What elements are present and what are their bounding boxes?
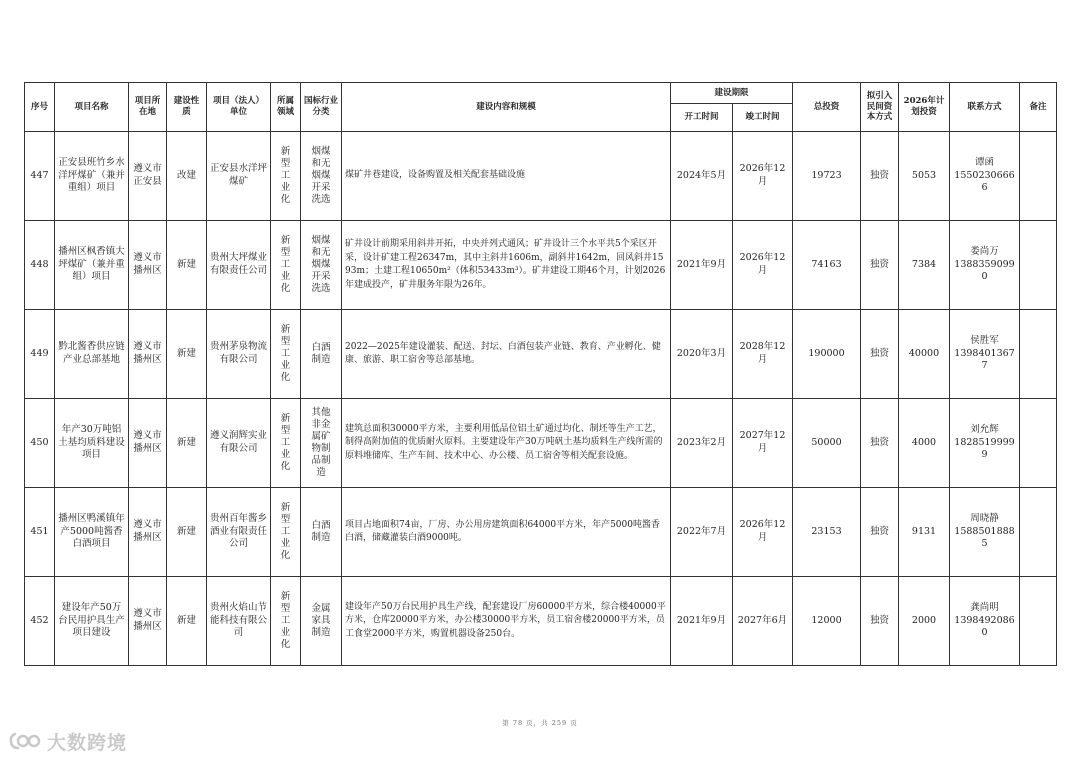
cell-end: 2028年12月 <box>733 310 793 399</box>
cell-capital: 独资 <box>861 310 899 399</box>
cell-contact <box>950 488 1020 577</box>
cell-name: 正安县班竹乡水洋坪煤矿（兼并重组）项目 <box>55 132 129 221</box>
cell-industry: 烟煤和无烟煤开采洗选 <box>301 132 342 221</box>
cell-unit: 贵州大坪煤业有限责任公司 <box>207 221 271 310</box>
cell-no: 452 <box>25 577 55 666</box>
page-footer: 第 78 页，共 259 页 <box>502 719 578 727</box>
cell-plan: 2000 <box>899 577 950 666</box>
header-capital: 拟引入民间资本方式 <box>861 83 899 132</box>
cell-name: 建设年产50万台民用护具生产项目建设 <box>55 577 129 666</box>
cell-capital: 独资 <box>861 488 899 577</box>
cell-nature: 新建 <box>167 221 207 310</box>
cell-nature: 改建 <box>167 132 207 221</box>
cell-unit: 正安县水洋坪煤矿 <box>207 132 271 221</box>
cell-location: 遵义市播州区 <box>129 577 167 666</box>
contact-phone: 18285199999 <box>954 436 1015 461</box>
cell-start: 2021年9月 <box>671 221 733 310</box>
cell-field: 新型工业化 <box>271 132 301 221</box>
cell-contact <box>950 132 1020 221</box>
cell-total: 23153 <box>793 488 861 577</box>
cell-no: 448 <box>25 221 55 310</box>
cell-start: 2020年3月 <box>671 310 733 399</box>
cell-contact <box>950 399 1020 488</box>
cell-remark <box>1020 132 1057 221</box>
header-location: 项目所在地 <box>129 83 167 132</box>
cell-remark <box>1020 221 1057 310</box>
project-table <box>24 82 1057 666</box>
cell-field: 新型工业化 <box>271 221 301 310</box>
cell-field: 新型工业化 <box>271 399 301 488</box>
cell-unit: 贵州百年酱乡酒业有限责任公司 <box>207 488 271 577</box>
table-row <box>25 399 1057 488</box>
cell-content: 2022—2025年建设灌装、配送、封坛、白酒包装产业链、教育、产业孵化、健康、旅游、职工宿舍等总部基地。 <box>342 310 671 399</box>
cell-total: 19723 <box>793 132 861 221</box>
cell-nature: 新建 <box>167 577 207 666</box>
cell-nature: 新建 <box>167 399 207 488</box>
table-row <box>25 221 1057 310</box>
cell-remark <box>1020 310 1057 399</box>
cell-industry: 其他非金属矿物制品制造 <box>301 399 342 488</box>
contact-phone: 13984920860 <box>954 614 1015 639</box>
cell-content: 矿井设计前期采用斜井开拓，中央并列式通风；矿井设计三个水平共5个采区开采，设计矿建工程26347m，其中主斜井1606m，副斜井1642m，回风斜井1593m；土建工程10650m²（体积53433m³）。矿井建设工期46个月，计划2026年建成投产，矿井服务年限为26年。 <box>342 221 671 310</box>
cell-plan: 40000 <box>899 310 950 399</box>
cell-location: 遵义市播州区 <box>129 310 167 399</box>
cell-contact <box>950 221 1020 310</box>
cell-content: 项目占地面积74亩，厂房、办公用房建筑面积64000平方米，年产5000吨酱香白酒，储藏灌装白酒9000吨。 <box>342 488 671 577</box>
cell-total: 190000 <box>793 310 861 399</box>
header-nature: 建设性质 <box>167 83 207 132</box>
cell-unit: 贵州火焰山节能科技有限公司 <box>207 577 271 666</box>
cell-name: 播州区鸭溪镇年产5000吨酱香白酒项目 <box>55 488 129 577</box>
table-row <box>25 132 1057 221</box>
cell-industry: 白酒制造 <box>301 488 342 577</box>
contact-phone: 13883590990 <box>954 258 1015 283</box>
table-row <box>25 577 1057 666</box>
cell-end: 2027年12月 <box>733 399 793 488</box>
contact-name: 龚尚明 <box>970 601 999 613</box>
header-unit: 项目（法人）单位 <box>207 83 271 132</box>
contact-name: 侯胜军 <box>970 334 999 346</box>
cell-content: 建筑总面积30000平方米，主要利用低品位铝土矿通过均化、制坯等生产工艺，制得高附加值的优质耐火原料。主要建设年产30万吨矾土基均质料生产线所需的原料堆储库、生产车间、技术中心、办公楼、员工宿舍等相关配套设施。 <box>342 399 671 488</box>
contact-name: 周晓静 <box>970 512 999 524</box>
contact-name: 谭函 <box>975 156 995 168</box>
cell-location: 遵义市播州区 <box>129 221 167 310</box>
cell-capital: 独资 <box>861 399 899 488</box>
header-total: 总投资 <box>793 83 861 132</box>
cell-no: 447 <box>25 132 55 221</box>
cell-end: 2026年12月 <box>733 132 793 221</box>
header-contact: 联系方式 <box>950 83 1020 132</box>
cell-capital: 独资 <box>861 132 899 221</box>
contact-phone: 15502306666 <box>954 169 1015 194</box>
header-start: 开工时间 <box>671 104 733 132</box>
contact-name: 娄尚万 <box>970 245 999 257</box>
cell-name: 年产30万吨铝土基均质料建设项目 <box>55 399 129 488</box>
header-row-1 <box>25 83 1057 104</box>
cell-content: 煤矿井巷建设，设备购置及相关配套基础设施 <box>342 132 671 221</box>
cell-capital: 独资 <box>861 221 899 310</box>
header-plan: 2026年计划投资 <box>899 83 950 132</box>
table-row <box>25 488 1057 577</box>
cell-nature: 新建 <box>167 488 207 577</box>
cell-plan: 4000 <box>899 399 950 488</box>
cell-content: 建设年产50万台民用护具生产线，配套建设厂房60000平方米，综合楼40000平方米，仓库20000平方米，办公楼30000平方米，员工宿舍楼20000平方米，员工食堂2000平方米，购置机器设备250台。 <box>342 577 671 666</box>
cell-field: 新型工业化 <box>271 310 301 399</box>
cell-plan: 7384 <box>899 221 950 310</box>
cell-location: 遵义市播州区 <box>129 399 167 488</box>
cell-contact <box>950 577 1020 666</box>
header-field: 所属领域 <box>271 83 301 132</box>
header-name: 项目名称 <box>55 83 129 132</box>
cell-no: 449 <box>25 310 55 399</box>
cell-start: 2021年9月 <box>671 577 733 666</box>
cell-no: 451 <box>25 488 55 577</box>
cell-total: 12000 <box>793 577 861 666</box>
cell-end: 2026年12月 <box>733 221 793 310</box>
watermark <box>8 728 127 754</box>
cell-name: 播州区枫香镇大坪煤矿（兼并重组）项目 <box>55 221 129 310</box>
header-industry: 国标行业分类 <box>301 83 342 132</box>
header-content: 建设内容和规模 <box>342 83 671 132</box>
cell-unit: 贵州茅泉物流有限公司 <box>207 310 271 399</box>
cell-capital: 独资 <box>861 577 899 666</box>
cell-industry: 烟煤和无烟煤开采洗选 <box>301 221 342 310</box>
cell-industry: 白酒制造 <box>301 310 342 399</box>
cell-name: 黔北酱香供应链产业总部基地 <box>55 310 129 399</box>
header-no: 序号 <box>25 83 55 132</box>
contact-name: 刘允辉 <box>970 423 999 435</box>
cell-start: 2024年5月 <box>671 132 733 221</box>
cell-field: 新型工业化 <box>271 577 301 666</box>
cell-total: 50000 <box>793 399 861 488</box>
header-end: 竣工时间 <box>733 104 793 132</box>
cell-remark <box>1020 488 1057 577</box>
cell-location: 遵义市播州区 <box>129 488 167 577</box>
cell-end: 2026年12月 <box>733 488 793 577</box>
watermark-logo-icon <box>8 730 42 752</box>
contact-phone: 13984013677 <box>954 347 1015 372</box>
cell-end: 2027年6月 <box>733 577 793 666</box>
cell-location: 遵义市正安县 <box>129 132 167 221</box>
cell-remark <box>1020 399 1057 488</box>
cell-remark <box>1020 577 1057 666</box>
cell-total: 74163 <box>793 221 861 310</box>
cell-industry: 金属家具制造 <box>301 577 342 666</box>
cell-start: 2022年7月 <box>671 488 733 577</box>
cell-field: 新型工业化 <box>271 488 301 577</box>
table-row <box>25 310 1057 399</box>
watermark-text: 大数跨境 <box>47 731 128 754</box>
header-remark: 备注 <box>1020 83 1057 132</box>
cell-nature: 新建 <box>167 310 207 399</box>
cell-plan: 5053 <box>899 132 950 221</box>
cell-unit: 遵义润辉实业有限公司 <box>207 399 271 488</box>
cell-contact <box>950 310 1020 399</box>
cell-plan: 9131 <box>899 488 950 577</box>
cell-no: 450 <box>25 399 55 488</box>
contact-phone: 15885018885 <box>954 525 1015 550</box>
cell-start: 2023年2月 <box>671 399 733 488</box>
header-period: 建设期限 <box>671 83 793 104</box>
